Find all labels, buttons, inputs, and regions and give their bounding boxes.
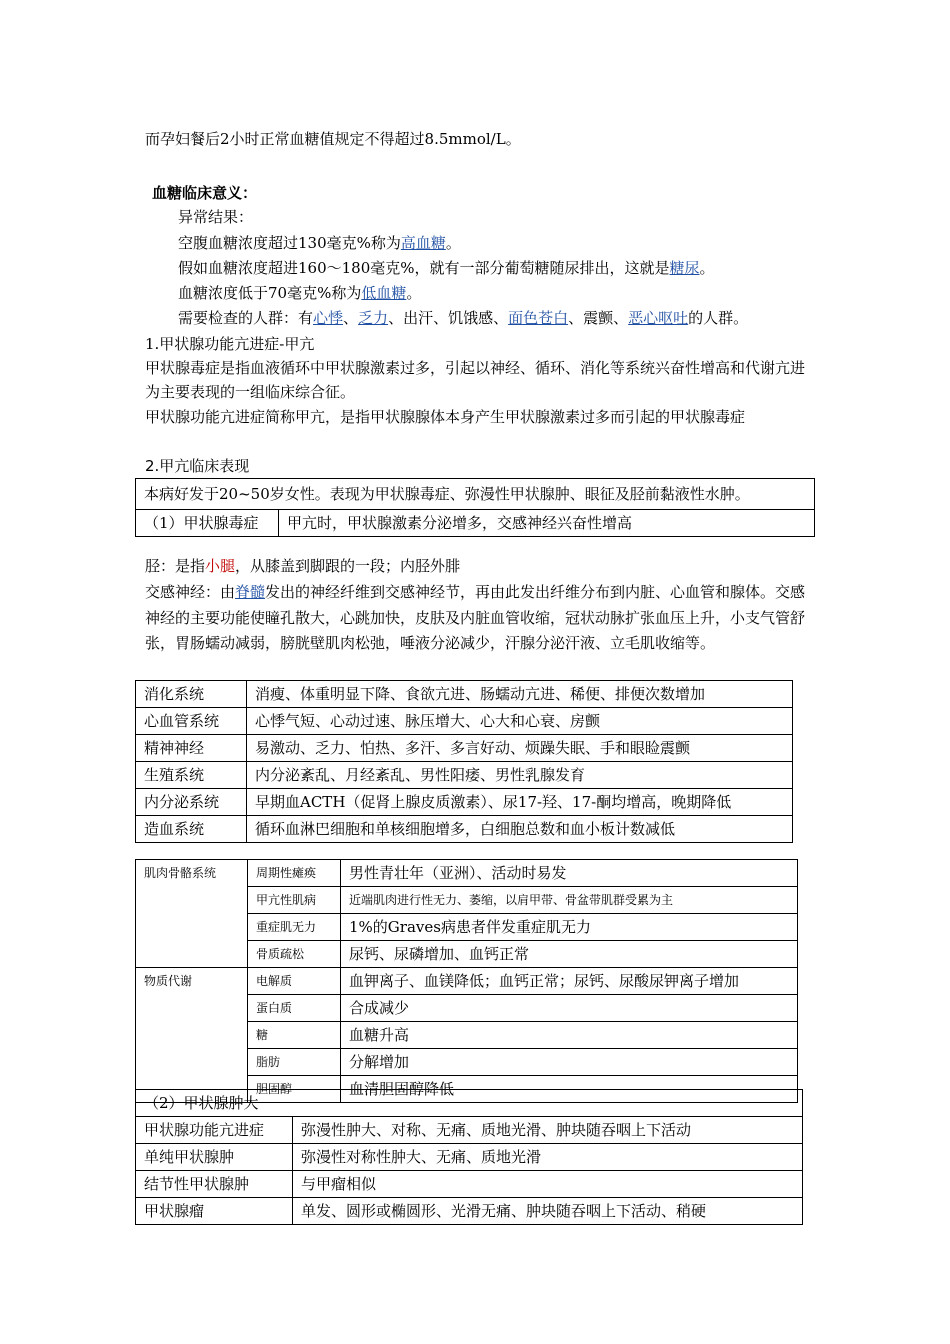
musculoskeletal-label: 肌肉骨骼系统 (136, 860, 248, 968)
sub-item-name: 周期性瘫痪 (248, 860, 341, 887)
text: 的人群。 (688, 309, 749, 327)
goiter-description: 弥漫性肿大、对称、无痛、质地光滑、肿块随吞咽上下活动 (293, 1117, 803, 1144)
text: 发出的神经纤维到交感神经节，再由此发出纤维分布到内脏、心血管和腺体。交感神经的主要功能使瞳孔散大，心跳加快，皮肤及内脏血管收缩，冠状动脉扩张血压上升，小支气管舒张，胃肠蠕动减弱，膀胱壁肌肉松弛，唾液分泌减少，汗腺分泌汗液、立毛肌收缩等。 (145, 583, 806, 652)
palpitation-link[interactable]: 心悸 (313, 309, 344, 327)
pallor-link[interactable]: 面色苍白 (508, 309, 569, 327)
sub-item-name: 蛋白质 (248, 995, 341, 1022)
table-row (136, 1198, 803, 1225)
hypoglycemia-link[interactable]: 低血糖 (361, 284, 407, 302)
system-name: 内分泌系统 (136, 789, 247, 816)
text: 假如血糖浓度超进160～180毫克%，就有一部分葡萄糖随尿排出，这就是 (178, 259, 670, 277)
table-row (136, 762, 793, 789)
paragraph-thyrotoxicosis: 甲状腺毒症是指血液循环中甲状腺激素过多，引起以神经、循环、消化等系统兴奋性增高和代谢亢进为主要表现的一组临床综合征。 (145, 359, 806, 401)
text: 血糖浓度低于70毫克%称为 (178, 284, 362, 302)
system-description: 易激动、乏力、怕热、多汗、多言好动、烦躁失眠、手和眼睑震颤 (247, 735, 793, 762)
system-name: 精神神经 (136, 735, 247, 762)
abnormal-label: 异常结果： (178, 208, 254, 226)
musculoskeletal-table (135, 859, 798, 1103)
system-description: 内分泌紊乱、月经紊乱、男性阳痿、男性乳腺发育 (247, 762, 793, 789)
calf-highlight: 小腿 (205, 557, 236, 575)
table-row (136, 789, 793, 816)
sub-item-name: 甲亢性肌病 (248, 887, 341, 914)
text: 。 (445, 234, 461, 252)
system-description: 心悸气短、心动过速、脉压增大、心大和心衰、房颤 (247, 708, 793, 735)
population-line (178, 307, 748, 329)
table-row (136, 708, 793, 735)
intro-line: 而孕妇餐后2小时正常血糖值规定不得超过8.5mmol/L。 (145, 130, 521, 148)
sub-item-description: 男性青壮年（亚洲）、活动时易发 (341, 860, 798, 887)
goiter-type: 甲状腺功能亢进症 (136, 1117, 293, 1144)
goiter-type: 结节性甲状腺肿 (136, 1171, 293, 1198)
sub-item-name: 电解质 (248, 968, 341, 995)
text: 、震颤、 (568, 309, 629, 327)
summary-row-value: 甲亢时，甲状腺激素分泌增多，交感神经兴奋性增高 (279, 510, 815, 537)
goiter-title: （2）甲状腺肿大 (136, 1090, 803, 1117)
nausea-link[interactable]: 恶心呕吐 (628, 309, 689, 327)
shin-line (145, 555, 460, 577)
system-name: 生殖系统 (136, 762, 247, 789)
text: 需要检查的人群：有 (178, 309, 314, 327)
table-row (136, 860, 798, 887)
table-row (136, 681, 793, 708)
text: ，从膝盖到脚跟的一段；内胫外腓 (235, 557, 461, 575)
sub-item-name: 脂肪 (248, 1049, 341, 1076)
text: 、 (343, 309, 359, 327)
hyperglycemia-link[interactable]: 高血糖 (400, 234, 446, 252)
text: 交感神经：由 (145, 583, 236, 601)
sub-item-description: 1%的Graves病患者伴发重症肌无力 (341, 914, 798, 941)
sub-item-description: 近端肌肉进行性无力、萎缩，以肩甲带、骨盆带肌群受累为主 (341, 887, 798, 914)
text: 、出汗、饥饿感、 (388, 309, 509, 327)
text: 。 (699, 259, 715, 277)
summary-box (135, 478, 815, 537)
sub-item-name: 重症肌无力 (248, 914, 341, 941)
summary-text: 本病好发于20~50岁女性。表现为甲状腺毒症、弥漫性甲状腺肿、眼征及胫前黏液性水肿。 (136, 479, 815, 510)
goiter-table (135, 1089, 803, 1225)
sympathetic-paragraph (145, 580, 810, 657)
diabetes-link[interactable]: 糖尿 (669, 259, 700, 277)
system-name: 造血系统 (136, 816, 247, 843)
paragraph-definition: 甲状腺功能亢进症简称甲亢，是指甲状腺腺体本身产生甲状腺激素过多而引起的甲状腺毒症 (145, 408, 746, 426)
summary-row-label: （1）甲状腺毒症 (136, 510, 279, 537)
spinal-cord-link[interactable]: 脊髓 (235, 583, 266, 601)
system-name: 心血管系统 (136, 708, 247, 735)
system-description: 消瘦、体重明显下降、食欲亢进、肠蠕动亢进、稀便、排便次数增加 (247, 681, 793, 708)
metabolism-label: 物质代谢 (136, 968, 248, 1103)
hypoglycemia-line (178, 282, 421, 304)
system-name: 消化系统 (136, 681, 247, 708)
text: 。 (406, 284, 422, 302)
table-row (136, 1171, 803, 1198)
diabetes-line (178, 257, 715, 279)
text: 空腹血糖浓度超过130毫克%称为 (178, 234, 401, 252)
table-row (136, 1090, 803, 1117)
goiter-description: 弥漫性对称性肿大、无痛、质地光滑 (293, 1144, 803, 1171)
system-description: 早期血ACTH（促肾上腺皮质激素）、尿17-羟、17-酮均增高，晚期降低 (247, 789, 793, 816)
goiter-description: 与甲瘤相似 (293, 1171, 803, 1198)
sub-item-name: 胆固醇 (248, 1076, 341, 1103)
sub-item-description: 分解增加 (341, 1049, 798, 1076)
heading-clinical: 2.甲亢临床表现 (145, 457, 250, 475)
table-row (136, 816, 793, 843)
sub-item-name: 骨质疏松 (248, 941, 341, 968)
table-row (136, 735, 793, 762)
sub-item-name: 糖 (248, 1022, 341, 1049)
sub-item-description: 尿钙、尿磷增加、血钙正常 (341, 941, 798, 968)
sub-item-description: 合成减少 (341, 995, 798, 1022)
section-title: 血糖临床意义： (152, 184, 258, 202)
sub-item-description: 血糖升高 (341, 1022, 798, 1049)
hyperglycemia-line (178, 232, 461, 254)
table-row (136, 1117, 803, 1144)
goiter-description: 单发、圆形或椭圆形、光滑无痛、肿块随吞咽上下活动、稍硬 (293, 1198, 803, 1225)
goiter-type: 甲状腺瘤 (136, 1198, 293, 1225)
table-row (136, 1144, 803, 1171)
text: 胫：是指 (145, 557, 206, 575)
goiter-type: 单纯甲状腺肿 (136, 1144, 293, 1171)
system-description: 循环血淋巴细胞和单核细胞增多，白细胞总数和血小板计数减低 (247, 816, 793, 843)
sub-item-description: 血钾离子、血镁降低；血钙正常；尿钙、尿酸尿钾离子增加 (341, 968, 798, 995)
fatigue-link[interactable]: 乏力 (358, 309, 389, 327)
heading-hyperthyroidism: 1.甲状腺功能亢进症-甲亢 (145, 335, 315, 353)
sub-item-description: 血清胆固醇降低 (341, 1076, 798, 1103)
systems-table (135, 680, 793, 843)
table-row (136, 968, 798, 995)
